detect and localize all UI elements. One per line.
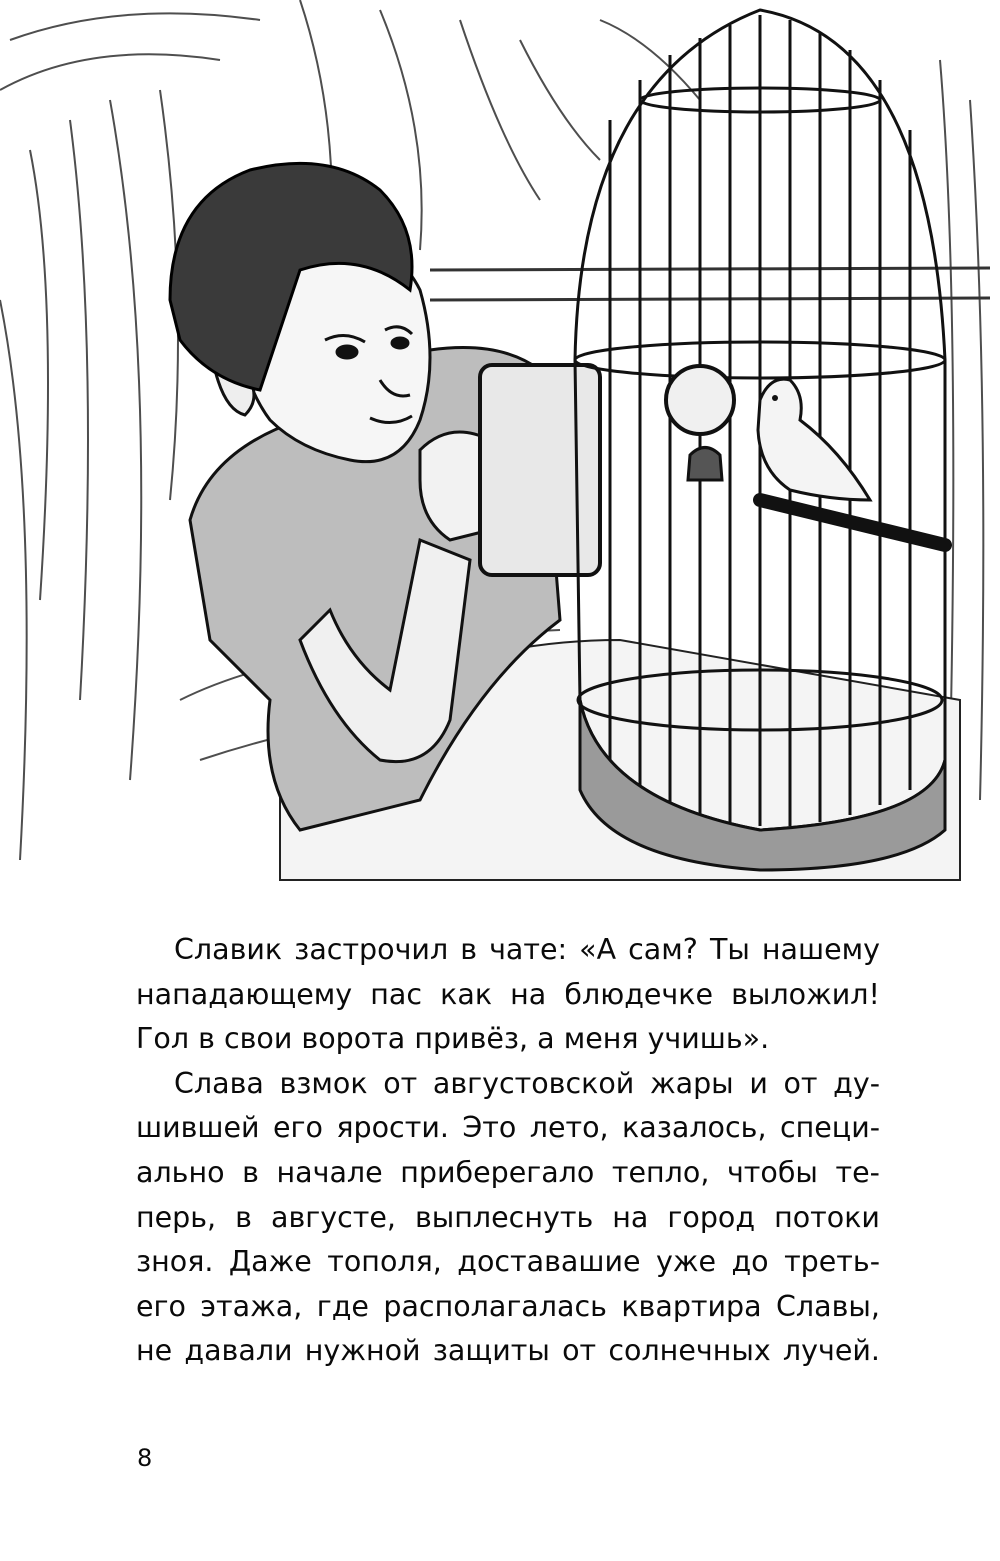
- text-line: [136, 1196, 880, 1241]
- word: город: [667, 1200, 756, 1234]
- word: Это: [462, 1111, 517, 1145]
- word: Славы,: [776, 1289, 880, 1323]
- word: тополя,: [327, 1245, 442, 1279]
- word: ально: [136, 1155, 225, 1189]
- word: тепло,: [611, 1155, 710, 1189]
- word: Даже: [228, 1245, 312, 1279]
- text-line: [136, 1240, 880, 1285]
- word: на: [612, 1200, 649, 1234]
- word: казалось,: [622, 1111, 767, 1145]
- word: его: [136, 1289, 186, 1323]
- word: пас: [370, 977, 423, 1011]
- word: от: [383, 1066, 418, 1100]
- word: Слава: [174, 1066, 264, 1100]
- word: перь,: [136, 1200, 217, 1234]
- text-line: [136, 1285, 880, 1330]
- word: в: [242, 1155, 259, 1189]
- word: выплеснуть: [414, 1200, 594, 1234]
- word: лето,: [529, 1111, 609, 1145]
- word: в: [460, 933, 478, 966]
- word: чтобы: [726, 1155, 818, 1189]
- word: солнечных: [608, 1334, 771, 1368]
- word: как: [440, 977, 493, 1011]
- text-line: [136, 1062, 880, 1107]
- word: не: [136, 1334, 173, 1368]
- word: его: [272, 1111, 323, 1145]
- page-number: 8: [137, 1444, 153, 1472]
- word: от: [783, 1066, 818, 1100]
- word: специ-: [779, 1111, 880, 1145]
- word: ду-: [833, 1066, 880, 1100]
- word: «А: [579, 933, 617, 966]
- word: те-: [835, 1155, 880, 1189]
- word: до: [731, 1245, 769, 1279]
- word: нужной: [304, 1334, 421, 1368]
- word: давали: [184, 1334, 293, 1368]
- text-line: [136, 1151, 880, 1196]
- text-line: [136, 928, 880, 973]
- word: Славик: [174, 933, 283, 966]
- word: защиты: [432, 1334, 550, 1368]
- word: шившей: [136, 1111, 260, 1145]
- word: лучей.: [782, 1334, 880, 1368]
- word: в: [235, 1200, 252, 1234]
- word: начале: [276, 1155, 383, 1189]
- word: взмок: [279, 1066, 368, 1100]
- word: уже: [655, 1245, 717, 1279]
- word: чате:: [489, 933, 568, 966]
- word: доставашие: [457, 1245, 641, 1279]
- word: ярости.: [336, 1111, 449, 1145]
- word: квартира: [621, 1289, 762, 1323]
- word: августовской: [432, 1066, 635, 1100]
- word: где: [316, 1289, 369, 1323]
- word: от: [562, 1334, 597, 1368]
- word: августе,: [270, 1200, 396, 1234]
- line-words: Гол в свои ворота привёз, а меня учишь».: [136, 1022, 770, 1056]
- word: застрочил: [294, 933, 449, 966]
- text-line: [136, 1017, 880, 1062]
- text-line: [136, 1329, 880, 1374]
- word: треть-: [784, 1245, 880, 1279]
- word: потоки: [774, 1200, 880, 1234]
- text-line: [136, 1106, 880, 1151]
- mirror-toy: [666, 366, 734, 434]
- word: на: [510, 977, 547, 1011]
- word: блюдечке: [564, 977, 714, 1011]
- word: нападающему: [136, 977, 353, 1011]
- word: зноя.: [136, 1245, 214, 1279]
- word: Ты: [709, 933, 750, 966]
- word: нашему: [761, 933, 880, 966]
- text-line: [136, 973, 880, 1018]
- word: приберегало: [400, 1155, 595, 1189]
- word: сам?: [628, 933, 698, 966]
- word: жары: [649, 1066, 734, 1100]
- word: и: [749, 1066, 768, 1100]
- word: этажа,: [200, 1289, 303, 1323]
- body-text: [136, 928, 880, 1374]
- word: располагалась: [383, 1289, 607, 1323]
- word: выложил!: [731, 977, 880, 1011]
